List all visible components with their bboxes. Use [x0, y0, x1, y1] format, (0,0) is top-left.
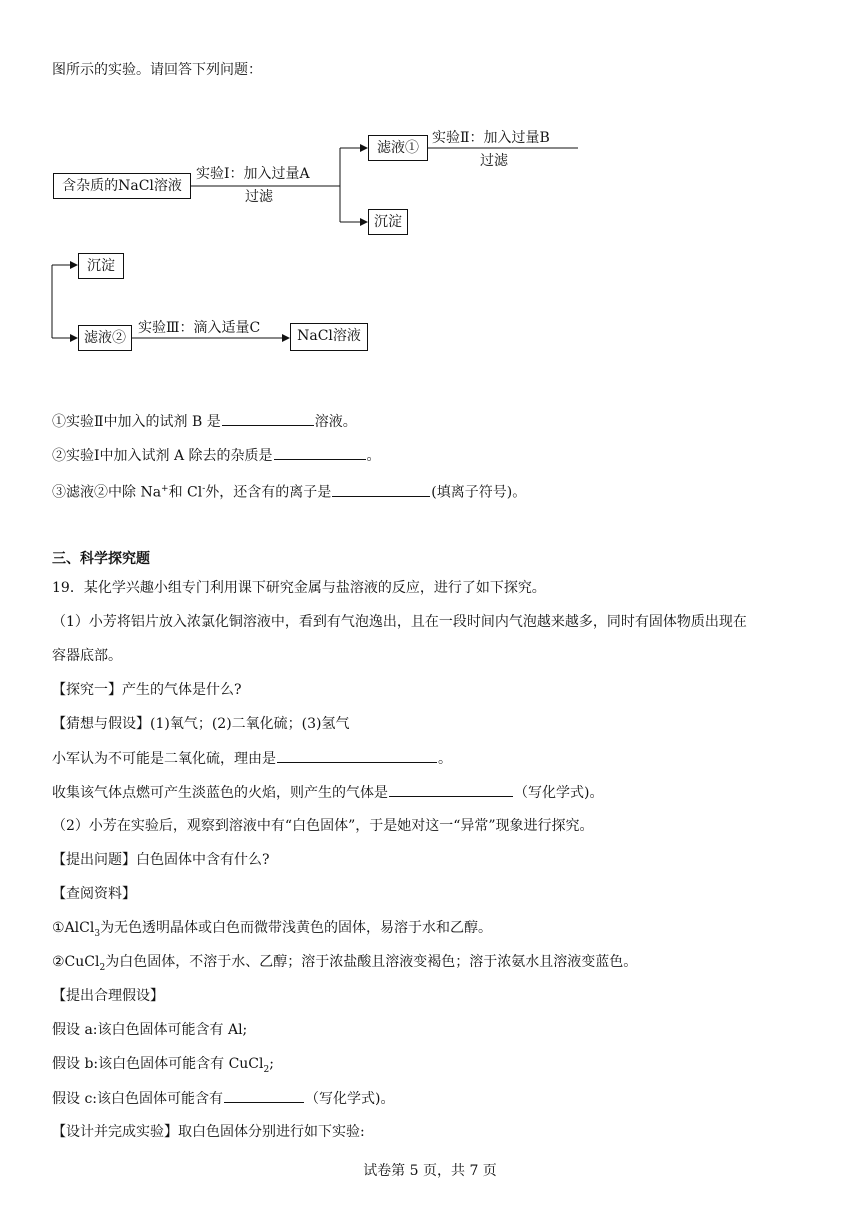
exp1-label: 实验Ⅰ：加入过量A	[196, 166, 310, 182]
alcl-formula: ①AlCl	[52, 920, 95, 936]
answer-blank-reason[interactable]	[277, 748, 437, 763]
jun-reason	[52, 748, 452, 769]
collect-gas-text: 收集该气体点燃可产生淡蓝色的火焰，则产生的气体是	[52, 785, 388, 801]
cucl-subscript: 2	[99, 962, 106, 973]
exp2-filter-label: 过滤	[480, 153, 508, 169]
hypothesis-c-suffix: （写化学式)。	[305, 1091, 395, 1107]
filtrate2-box: 滤液②	[78, 325, 132, 351]
collect-gas-suffix: （写化学式)。	[514, 785, 604, 801]
question-1c-suffix: (填离子符号)。	[431, 484, 527, 501]
hypothesis-c-text: 假设 c:该白色固体可能含有	[52, 1091, 224, 1107]
precipitate1-box: 沉淀	[368, 209, 408, 235]
reference-1	[52, 918, 492, 944]
hypothesis-b-suffix: ;	[269, 1056, 274, 1072]
hypothesis-line: 【猜想与假设】(1)氧气；(2)二氧化硫；(3)氢气	[52, 716, 350, 732]
question-19-intro: 19．某化学兴趣小组专门利用课下研究金属与盐溶液的反应，进行了如下探究。	[52, 580, 546, 596]
collect-gas	[52, 782, 603, 803]
hypothesis-b-text: 假设 b:该白色固体可能含有 CuCl	[52, 1056, 264, 1072]
hypothesis-c	[52, 1088, 394, 1109]
filtrate1-box: 滤液①	[368, 135, 428, 161]
reference-1-text: 为无色透明晶体或白色而微带浅黄色的固体，易溶于水和乙醇。	[100, 920, 493, 936]
start-solution-box: 含杂质的NaCl溶液	[53, 173, 191, 199]
reasonable-heading: 【提出合理假设】	[52, 988, 164, 1004]
part1-line1: （1）小芳将铝片放入浓氯化铜溶液中，看到有气泡逸出，且在一段时间内气泡越来越多，同时有固体物质出现在	[52, 614, 747, 630]
cucl-formula: ②CuCl	[52, 954, 100, 970]
question-1a-suffix: 溶液。	[314, 414, 357, 430]
exp3-label: 实验Ⅲ：滴入适量C	[138, 320, 261, 336]
hypothesis-b	[52, 1054, 274, 1080]
question-1a	[52, 411, 357, 432]
reference-2-text: 为白色固体，不溶于水、乙醇；溶于浓盐酸且溶液变褐色；溶于浓氨水且溶液变蓝色。	[105, 954, 638, 970]
na-charge: +	[161, 484, 169, 494]
hypothesis-a: 假设 a:该白色固体可能含有 Al;	[52, 1022, 248, 1038]
intro-text: 图所示的实验。请回答下列问题：	[52, 62, 262, 78]
question-1b	[52, 445, 381, 466]
question-1b-suffix: 。	[366, 448, 381, 464]
answer-blank-gas[interactable]	[389, 782, 513, 797]
part2-line: （2）小芳在实验后，观察到溶液中有“白色固体”，于是她对这一“异常”现象进行探究。	[52, 818, 594, 834]
answer-blank-formula[interactable]	[224, 1088, 304, 1103]
answer-blank-ions[interactable]	[332, 482, 430, 497]
question-heading: 【提出问题】白色固体中含有什么?	[52, 852, 270, 868]
question-1c-text: ③滤液②中除 Na	[52, 484, 162, 501]
question-1b-text: ②实验Ⅰ中加入试剂 A 除去的杂质是	[52, 448, 273, 464]
design-heading: 【设计并完成实验】取白色固体分别进行如下实验:	[52, 1124, 365, 1140]
part1-line2: 容器底部。	[52, 648, 122, 664]
question-1a-text: ①实验Ⅱ中加入的试剂 B 是	[52, 414, 221, 430]
reference-2	[52, 952, 637, 978]
question-1c-mid2: 外，还含有的离子是	[205, 484, 332, 501]
section-title: 三、科学探究题	[52, 551, 150, 567]
lookup-heading: 【查阅资料】	[52, 886, 136, 902]
question-1c	[52, 479, 526, 503]
explore1-heading: 【探究一】产生的气体是什么?	[52, 682, 242, 698]
exp2-label: 实验Ⅱ：加入过量B	[432, 130, 550, 146]
jun-reason-suffix: 。	[438, 751, 452, 767]
alcl-subscript: 3	[94, 928, 101, 939]
question-1c-mid: 和 Cl	[168, 484, 203, 501]
page-footer: 试卷第 5 页，共 7 页	[363, 1163, 497, 1179]
precipitate2-box: 沉淀	[78, 253, 124, 279]
final-nacl-box: NaCl溶液	[290, 323, 368, 351]
answer-blank-b[interactable]	[222, 411, 314, 426]
answer-blank-a-impurity[interactable]	[274, 445, 366, 460]
cl-charge: -	[202, 484, 206, 494]
jun-reason-text: 小军认为不可能是二氧化硫，理由是	[52, 751, 276, 767]
hypothesis-b-subscript: 2	[263, 1064, 270, 1075]
exp1-filter-label: 过滤	[245, 189, 273, 205]
